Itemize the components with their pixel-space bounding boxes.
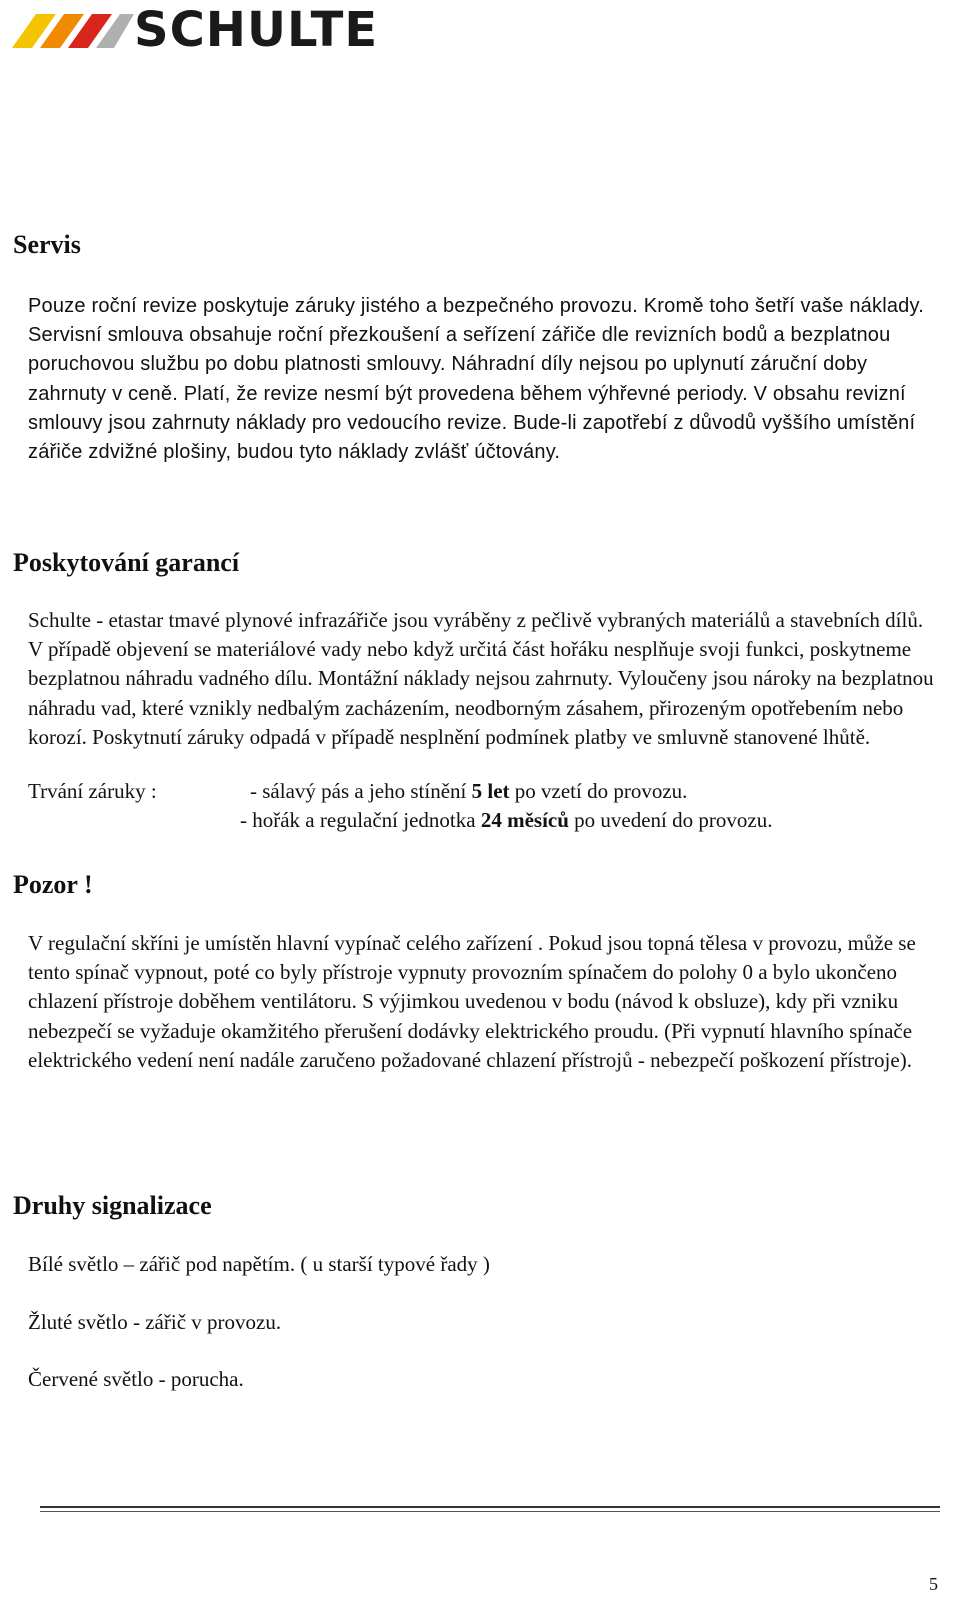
footer-rule	[40, 1506, 940, 1508]
pozor-paragraph: V regulační skříni je umístěn hlavní vypínač celého zařízení . Pokud jsou topná tělesa v provozu, může se tento spínač vypnout, poté co byly přístroje vypnuty provozním spínačem do polohy 0 a bylo ukončeno chlazení přístroje doběhem ventilátoru. S výjimkou uvedenou v bodu (návod k obsluze), kdy při vzniku nebezpečí se vyžaduje okamžitého přerušení dodávky elektrického proudu. (Při vypnutí hlavního spínače elektrického vedení není nadále zaručeno požadované chlazení přístrojů - nebezpečí poškození přístroje).	[28, 931, 916, 1072]
warranty-item-text: - sálavý pás a jeho stínění	[250, 779, 467, 803]
warranty-item-duration: 24 měsíců	[480, 808, 569, 832]
warranty-item	[250, 779, 687, 804]
logo-swoosh-icon	[6, 8, 136, 52]
servis-heading: Servis	[13, 230, 81, 259]
schulte-logo	[6, 2, 379, 58]
pozor-heading: Pozor !	[13, 870, 93, 899]
warranty-item-suffix: po uvedení do provozu.	[574, 808, 773, 832]
warranty-item-text: - hořák a regulační jednotka	[240, 808, 476, 832]
garance-paragraph: Schulte - etastar tmavé plynové infrazářiče jsou vyráběny z pečlivě vybraných materiálů a stavebních dílů. V případě objevení se materiálové vady nebo když určitá část hořáku nesplňuje svoji funkci, poskytneme bezplatnou náhradu vadného dílu. Montážní náklady nejsou zahrnuty. Vyloučeny jsou nároky na bezplatnou náhradu vad, které vznikly nedbalým zacházením, neodborným zásahem, přirozeným opotřebením nebo korozí. Poskytnutí záruky odpadá v případě nesplnění podmínek platby ve smluvně stanovené lhůtě.	[28, 608, 934, 749]
page-number: 5	[929, 1574, 938, 1594]
signal-item-white: Bílé světlo – zářič pod napětím. ( u starší typové řady )	[28, 1252, 490, 1276]
warranty-label: Trvání záruky :	[28, 779, 157, 803]
logo-text: SCHULTE	[134, 2, 379, 58]
signal-item-red: Červené světlo - porucha.	[28, 1367, 244, 1391]
signal-item-yellow: Žluté světlo - zářič v provozu.	[28, 1310, 282, 1334]
garance-heading: Poskytování garancí	[13, 548, 240, 577]
servis-paragraph: Pouze roční revize poskytuje záruky jistého a bezpečného provozu. Kromě toho šetří vaše náklady. Servisní smlouva obsahuje roční přezkoušení a seřízení zářiče dle revizních bodů a bezplatnou poruchovou službu po dobu platnosti smlouvy. Náhradní díly nejsou po uplynutí záruční doby zahrnuty v ceně. Platí, že revize nesmí být provedena během výhřevné periody. V obsahu revizní smlouvy jsou zahrnuty náklady pro vedoucího revize. Bude-li zapotřebí z důvodů vyššího umístění zářiče zdvižné plošiny, budou tyto náklady zvlášť účtovány.	[28, 295, 924, 464]
warranty-item-duration: 5 let	[471, 779, 510, 803]
signalizace-heading: Druhy signalizace	[13, 1191, 212, 1220]
warranty-item-suffix: po vzetí do provozu.	[514, 779, 688, 803]
footer-rule-thin	[40, 1511, 940, 1512]
warranty-item	[240, 808, 772, 833]
